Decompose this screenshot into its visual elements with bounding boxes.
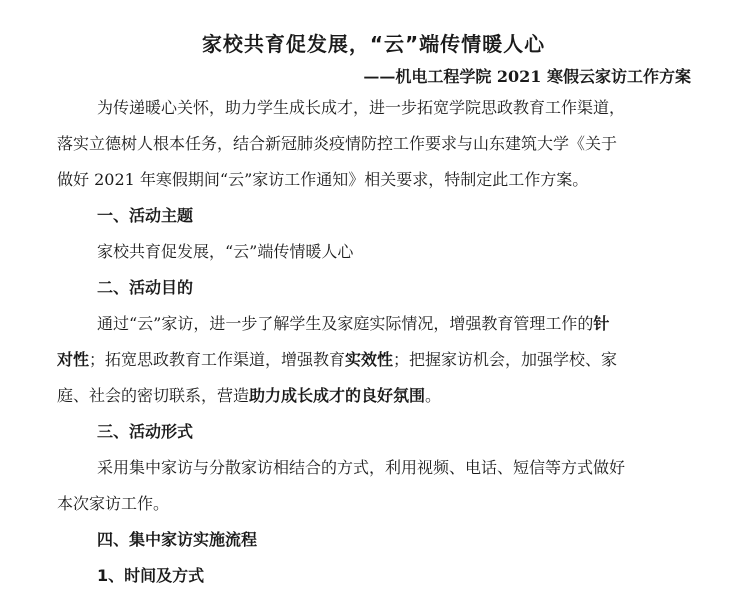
purpose-line-3-end: 。 xyxy=(425,386,442,405)
document-subtitle: ——机电工程学院 2021 寒假云家访工作方案 xyxy=(363,67,691,86)
purpose-line-3-text: 庭、社会的密切联系，营造 xyxy=(57,386,250,405)
purpose-line-2-text-b: ；把握家访机会，加强学校、家 xyxy=(393,350,618,369)
purpose-line-3 xyxy=(57,384,441,408)
section-heading-form: 三、活动形式 xyxy=(97,422,194,441)
intro-line-2: 落实立德树人根本任务，结合新冠肺炎疫情防控工作要求与山东建筑大学《关于 xyxy=(57,134,618,153)
purpose-line-3-bold: 助力成长成才的良好氛围 xyxy=(249,386,426,405)
purpose-line-1-bold: 针 xyxy=(593,314,610,333)
purpose-line-1-text: 通过“云”家访，进一步了解学生及家庭实际情况，增强教育管理工作的 xyxy=(97,314,594,333)
theme-text: 家校共育促发展，“云”端传情暖人心 xyxy=(97,242,354,261)
purpose-line-2-bold-b: 实效性 xyxy=(345,350,394,369)
purpose-line-2-bold-a: 对性 xyxy=(57,350,90,369)
intro-line-1: 为传递暖心关怀，助力学生成长成才，进一步拓宽学院思政教育工作渠道， xyxy=(97,98,626,117)
document-title: 家校共育促发展，“云”端传情暖人心 xyxy=(201,32,546,56)
form-line-2: 本次家访工作。 xyxy=(57,494,170,513)
section-heading-process: 四、集中家访实施流程 xyxy=(97,530,258,549)
form-line-1: 采用集中家访与分散家访相结合的方式，利用视频、电话、短信等方式做好 xyxy=(97,458,626,477)
purpose-line-2 xyxy=(57,348,617,372)
purpose-line-2-text-a: ；拓宽思政教育工作渠道，增强教育 xyxy=(89,350,346,369)
section-heading-theme: 一、活动主题 xyxy=(97,206,194,225)
subheading-time-method: 1、时间及方式 xyxy=(97,566,205,585)
intro-line-3: 做好 2021 年寒假期间“云”家访工作通知》相关要求，特制定此工作方案。 xyxy=(57,170,589,189)
purpose-line-1 xyxy=(97,312,609,336)
section-heading-purpose: 二、活动目的 xyxy=(97,278,194,297)
